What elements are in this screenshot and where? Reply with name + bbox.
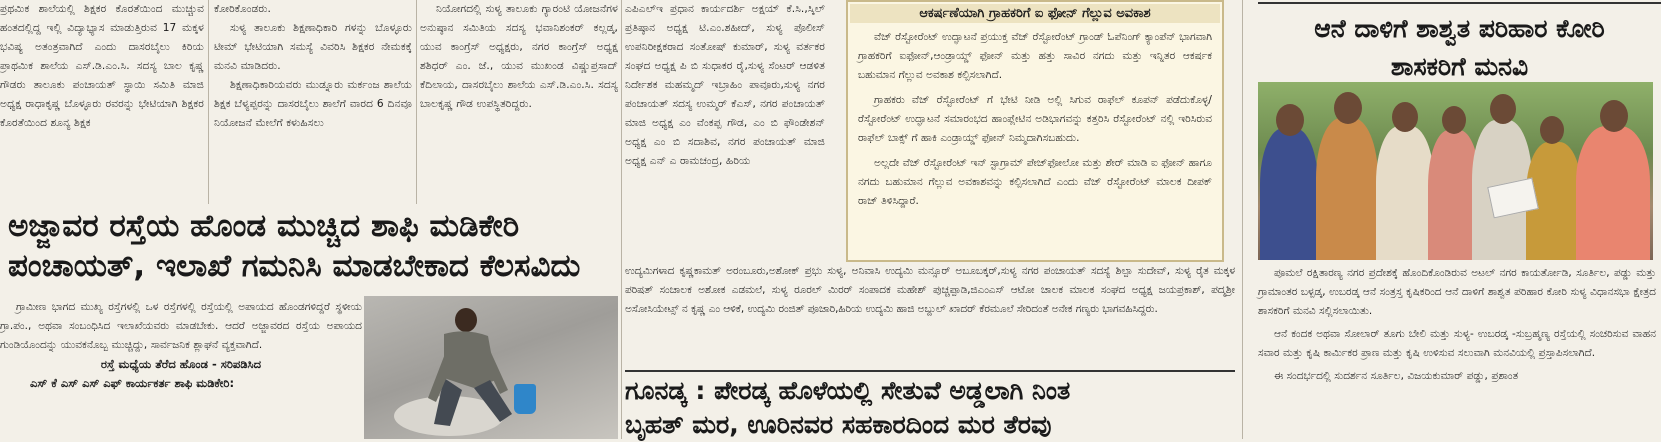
story-subheading: ಎಸ್ ಕೆ ಎಸ್ ಎಸ್ ಎಫ್ ಕಾರ್ಯಕರ್ತ ಶಾಫಿ ಮಡಿಕೇರಿ: bbox=[30, 376, 235, 390]
crouching-man-figure bbox=[404, 306, 524, 436]
memorandum-photo bbox=[1258, 82, 1653, 260]
pothole-story bbox=[0, 298, 362, 393]
restaurant-ad-box bbox=[846, 0, 1224, 262]
water-bucket bbox=[514, 384, 536, 414]
story-paragraph: ಪ್ರಥಮಿಕ ಶಾಲೆಯಲ್ಲಿ ಶಿಕ್ಷಕರ ಕೊರತೆಯಿಂದ ಮುಚ್ಚುವ ಹಂತದಲ್ಲಿದ್ದ ಇಲ್ಲಿ ವಿದ್ಯಾಭ್ಯಾಸ ಮಾಡುತ್ತಿರುವ 17 ಮಕ್ಕಳ ಭವಿಷ್ಯ ಅತಂತ್ರವಾಗಿದೆ ಎಂದು ದಾಸರಬೈಲು ಕಿರಿಯ ಪ್ರಾಥಮಿಕ ಶಾಲೆಯ ಎಸ್.ಡಿ.ಎಂ.ಸಿ. ಸದಸ್ಯ ಬಾಲ ಕೃಷ್ಣ ಗೌಡರು ತಾಲೂಕು ಪಂಚಾಯತ್ ಸ್ಥಾಯಿ ಸಮಿತಿ ಮಾಜಿ ಅಧ್ಯಕ್ಷ ರಾಧಾಕೃಷ್ಣ ಬೊಳ್ಳೂರು ರವರನ್ನು ಭೇಟಿಯಾಗಿ ಶಿಕ್ಷಕರ ಕೊರತೆಯಿಂದ ಶೂನ್ಯ ಶಿಕ್ಷಕ bbox=[0, 3, 204, 129]
person-figure bbox=[1260, 128, 1318, 260]
story-paragraph: ಎಪಿಎಲ್‌ಇ ಪ್ರಧಾನ ಕಾರ್ಯದರ್ಶಿ ಅಕ್ಷಯ್ ಕೆ.ಸಿ.,ಸ್ಕಿಲ್ ಪ್ರತಿಷ್ಠಾನ ಅಧ್ಯಕ್ಷ ಟಿ.ಎಂ.ಶಹೀದ್, ಸುಳ್ಯ ಪೊಲೀಸ್ ಉಪನಿರೀಕ್ಷಕರಾದ ಸಂತೋಷ್ ಕುಮಾರ್, ಸುಳ್ಯ ವರ್ತಕರ ಸಂಘದ ಅಧ್ಯಕ್ಷ ಪಿ ಬಿ ಸುಧಾಕರ ರೈ,ಸುಳ್ಯ ಸೆಂಟರ್ ಆಡಳಿತ ನಿರ್ದೇಶಕ ಮಹಮ್ಮದ್ ಇಬ್ರಾಹಿಂ ಪಾವೂರು,ಸುಳ್ಯ ನಗರ ಪಂಚಾಯತ್ ಸದಸ್ಯ ಉಮ್ಮರ್ ಕೆಎಸ್, ನಗರ ಪಂಚಾಯತ್ ಮಾಜಿ ಅಧ್ಯಕ್ಷ ಎಂ ವೆಂಕಪ್ಪ ಗೌಡ, ಎಂ ಬಿ ಫೌಂಡೇಶನ್ ಅಧ್ಯಕ್ಷ ಎಂ ಬಿ ಸದಾಶಿವ, ನಗರ ಪಂಚಾಯತ್ ಮಾಜಿ ಅಧ್ಯಕ್ಷ ಎನ್ ಎ ರಾಮಚಂದ್ರ, ಹಿರಿಯ bbox=[625, 3, 825, 167]
story-paragraph: ಸುಳ್ಯ ತಾಲೂಕು ಶಿಕ್ಷಣಾಧಿಕಾರಿ ಗಳನ್ನು ಬೊಳ್ಳೂರು ಟೀಮ್ ಭೇಟಿಯಾಗಿ ಸಮಸ್ಯೆ ವಿವರಿಸಿ ಶಿಕ್ಷಕರ ನೇಮಕಕ್ಕೆ ಮನವಿ ಮಾಡಿದರು. bbox=[214, 22, 412, 72]
story-subheading: ರಸ್ತೆ ಮಧ್ಯೆಯ ತೆರೆದ ಹೊಂಡ - ಸರಿಪಡಿಸಿದ bbox=[100, 357, 262, 371]
person-figure bbox=[1576, 126, 1650, 260]
elephant-headline-line1: ಆನೆ ದಾಳಿಗೆ ಶಾಶ್ವತ ಪರಿಹಾರ ಕೋರಿ bbox=[1314, 14, 1605, 43]
bridge-tree-headline bbox=[625, 370, 1235, 442]
headline-rule bbox=[1258, 2, 1661, 4]
main-headline bbox=[8, 206, 618, 286]
ad-title: ಆಕರ್ಷಣೆಯಾಗಿ ಗ್ರಾಹಕರಿಗೆ ಐ ಫೋನ್ ಗೆಲ್ಲುವ ಅವಕಾಶ bbox=[850, 4, 1220, 23]
story-column-4 bbox=[625, 0, 825, 262]
column-rule bbox=[208, 0, 209, 204]
ad-paragraph: ವೆಜ್ ರೆಸ್ಟೋರೆಂಟ್ ಉದ್ಘಾಟನೆ ಪ್ರಯುಕ್ತ ವೆಜ್ ರೆಸ್ಟೋರೆಂಟ್ ಗ್ರಾಂಡ್ ಓಪೆನಿಂಗ್ ಕ್ಯಾಂಪೆನ್ ಭಾಗವಾಗಿ ಗ್ರಾಹಕರಿಗೆ ಐಫೋನ್,ಆಂಡ್ರಾಯ್ಡ್ ಫೋನ್ ಮತ್ತು ಹತ್ತು ಸಾವಿರ ನಗದು ಮತ್ತು ಇನ್ನಿತರ ಆಕರ್ಷಕ ಬಹುಮಾನ ಗೆಲ್ಲುವ ಅವಕಾಶ ಕಲ್ಪಿಸಲಾಗಿದೆ. bbox=[858, 31, 1212, 81]
story-paragraph: ನಿಯೋಗದಲ್ಲಿ ಸುಳ್ಯ ತಾಲೂಕು ಗ್ಯಾರಂಟಿ ಯೋಜನೆಗಳ ಅನುಷ್ಠಾನ ಸಮಿತಿಯ ಸದಸ್ಯ ಭವಾನಿಶಂಕರ್ ಕಲ್ಲಡ್ಕ, ಯುವ ಕಾಂಗ್ರೆಸ್ ಅಧ್ಯಕ್ಷರು, ನಗರ ಕಾಂಗ್ರೆಸ್ ಅಧ್ಯಕ್ಷ ಶಶಿಧರ್ ಎಂ. ಜೆ., ಯುವ ಮುಖಂಡ ವಿಷ್ಣುಪ್ರಸಾದ್ ಕೆದಿಲಾಯ, ದಾಸರಬೈಲು ಶಾಲೆಯ ಎಸ್.ಡಿ.ಎಂ.ಸಿ. ಸದಸ್ಯ ಬಾಲಕೃಷ್ಣ ಗೌಡ ಉಪಸ್ಥಿತರಿದ್ದರು. bbox=[420, 3, 618, 110]
story-column-3 bbox=[420, 0, 618, 204]
story-paragraph: ಪೂಮಲೆ ರಕ್ಷಿತಾರಣ್ಯ ನಗರ ಪ್ರದೇಶಕ್ಕೆ ಹೊಂದಿಕೊಂಡಿರುವ ಅಟಲ್ ನಗರ ಕಾಯರ್ತೋಡಿ, ಸೂರ್ತಿಲ, ಪಡ್ಡು ಮತ್ತು ಗ್ರಾಮಾಂತರ ಬಳ್ಪಡ್ಕ, ಉಬರಡ್ಕ ಆನೆ ಸಂತ್ರಸ್ತ ಕೃಷಿಕರಿಂದ ಆನೆ ದಾಳಿಗೆ ಶಾಶ್ವತ ಪರಿಹಾರ ಕೋರಿ ಸುಳ್ಯ ವಿಧಾನಸಭಾ ಕ್ಷೇತ್ರದ ಶಾಸಕರಿಗೆ ಮನವಿ ಸಲ್ಲಿಸಲಾಯಿತು. bbox=[1258, 267, 1656, 317]
story-paragraph: ಶಿಕ್ಷಣಾಧಿಕಾರಿಯವರು ಮುಡ್ನೂರು ಮರ್ಕಂಜ ಶಾಲೆಯ ಶಿಕ್ಷಕ ಬೆಳ್ಯಪ್ಪರನ್ನು ದಾಸರಬೈಲು ಶಾಲೆಗೆ ವಾರದ 6 ದಿನವೂ ನಿಯೋಜನೆ ಮೇಲೆಗೆ ಕಳುಹಿಸಲು bbox=[214, 79, 412, 129]
bridge-headline-line2: ಬೃಹತ್ ಮರ, ಊರಿನವರ ಸಹಕಾರದಿಂದ ಮರ ತೆರವು bbox=[625, 410, 1052, 439]
person-head bbox=[1490, 94, 1516, 124]
elephant-story-body bbox=[1258, 264, 1656, 386]
story-paragraph: ಕೋರಿಕೊಂಡರು. bbox=[214, 3, 271, 15]
column-rule bbox=[1242, 0, 1243, 439]
person-head bbox=[1540, 116, 1564, 144]
person-head bbox=[1442, 106, 1466, 134]
story-paragraph: ಗ್ರಾಮೀಣ ಭಾಗದ ಮುಖ್ಯ ರಸ್ತೆಗಳಲ್ಲಿ ಒಳ ರಸ್ತೆಗಳಲ್ಲಿ ರಸ್ತೆಯಲ್ಲಿ ಅಪಾಯದ ಹೊಂಡಗಳಿದ್ದರೆ ಸ್ಥಳೀಯ ಗ್ರಾ.ಪಂ., ಅಥವಾ ಸಂಬಂಧಿಸಿದ ಇಲಾಖೆಯವರು ಮಾಡಬೇಕು. ಆದರೆ ಅಜ್ಜಾವರದ ರಸ್ತೆಯ ಅಪಾಯದ ಗುಂಡಿಯೊಂದನ್ನು ಯುವಕನೊಬ್ಬ ಮುಚ್ಚಿದ್ದು, ಸಾರ್ವಜನಿಕ ಶ್ಲಾಘನೆ ವ್ಯಕ್ತವಾಗಿದೆ. bbox=[0, 301, 362, 351]
column-rule bbox=[621, 0, 622, 439]
person-head bbox=[1392, 102, 1418, 132]
column-rule bbox=[416, 0, 417, 204]
elephant-headline bbox=[1258, 10, 1661, 86]
ad-paragraph: ಅಲ್ಲದೇ ವೆಜ್ ರೆಸ್ಟೋರೆಂಟ್ ಇನ್ ಸ್ಟಾಗ್ರಾಮ್ ಪೇಜ್‌ಫೋಲೋ ಮತ್ತು ಶೇರ್ ಮಾಡಿ ಐ ಫೋನ್ ಹಾಗೂ ನಗದು ಬಹುಮಾನ ಗೆಲ್ಲುವ ಅವಕಾಶವನ್ನು ಕಲ್ಪಿಸಲಾಗಿದೆ ಎಂದು ವೆಜ್ ರೆಸ್ಟೋರೆಂಟ್ ಮಾಲಕ ದೀಪಕ್ ರಾಜ್ ತಿಳಿಸಿದ್ದಾರೆ. bbox=[858, 157, 1212, 207]
attendees-text: ಉದ್ಯಮಿಗಳಾದ ಕೃಷ್ಣಕಾಮತ್ ಅರಂಬೂರು,ಅಶೋಕ್ ಪ್ರಭು ಸುಳ್ಯ, ಅನಿವಾಸಿ ಉದ್ಯಮಿ ಮನ್ಸೂರ್ ಅಬೂಬಕ್ಕರ್,ಸುಳ್ಯ ನಗರ ಪಂಚಾಯತ್ ಸದಸ್ಯೆ ಶಿಲ್ಪಾ ಸುದೇವ್, ಸುಳ್ಯ ರೈತ ಮಕ್ಕಳ ಪರಿಷತ್ ಸಂಚಾಲಕ ಅಶೋಕ ಎಡಮಲೆ, ಸುಳ್ಯ ರೂರಲ್ ಮಿರರ್ ಸಂಪಾದಕ ಮಹೇಶ್ ಪುಚ್ಚಪ್ಪಾಡಿ,ಜಿಎಂಎಸ್ ಆಟೋ ಚಾಲಕ ಮಾಲಕ ಸಂಘದ ಅಧ್ಯಕ್ಷ ಜಯಪ್ರಕಾಶ್, ಪದ್ಮಶ್ರೀ ಅಸೋಸಿಯೇಟ್ಸ್ ನ ಕೃಷ್ಣ ಎಂ ಆಳಿಕೆ, ಉದ್ಯಮಿ ರಂಜಿತ್ ಪೂಜಾರಿ,ಹಿರಿಯ ಉದ್ಯಮಿ ಹಾಜಿ ಅಬ್ದುಲ್ ಖಾದರ್ ಕೆರಮೂಲೆ ಸೇರಿದಂತೆ ಅನೇಕ ಗಣ್ಯರು ಭಾಗವಹಿಸಿದ್ದರು. bbox=[625, 265, 1235, 315]
ad-paragraph: ಗ್ರಾಹಕರು ವೆಜ್ ರೆಸ್ಟೋರೆಂಟ್ ಗೆ ಭೇಟಿ ನೀಡಿ ಅಲ್ಲಿ ಸಿಗುವ ರಾಫೆಲ್ ಕೂಪನ್ ಪಡೆದುಕೊಳ್ಳ/ರೆಸ್ಟೋರೆಂಟ್ ಉದ್ಘಾಟನೆ ಸಮಾರಂಭದ ಹಾಂಪ್ಲೇಟಿನ ಅಡಿಭಾಗವನ್ನು ಕತ್ತರಿಸಿ ರೆಸ್ಟೋರೆಂಟ್ ನಲ್ಲಿ ಇರಿಸಿರುವ ರಾಫೆಲ್ ಬಾಕ್ಸ್ ಗೆ ಹಾಕಿ ಎಂಡ್ರಾಯ್ಡ್ ಫೋನ್ ನಿಮ್ಮದಾಗಿಸಬಹುದು. bbox=[858, 94, 1212, 144]
story-column-1 bbox=[0, 0, 204, 204]
bridge-headline-line1: ಗೂನಡ್ಕ : ಪೇರಡ್ಕ ಹೊಳೆಯಲ್ಲಿ ಸೇತುವೆ ಅಡ್ಡಲಾಗಿ ನಿಂತ bbox=[625, 376, 1071, 405]
elephant-headline-line2: ಶಾಸಕರಿಗೆ ಮನವಿ bbox=[1390, 52, 1529, 81]
person-figure bbox=[1316, 118, 1378, 260]
attendees-paragraph bbox=[625, 262, 1235, 319]
main-headline-line2: ಪಂಚಾಯತ್, ಇಲಾಖೆ ಗಮನಿಸಿ ಮಾಡಬೇಕಾದ ಕೆಲಸವಿದು bbox=[8, 248, 581, 284]
main-headline-line1: ಅಜ್ಜಾವರ ರಸ್ತೆಯ ಹೊಂಡ ಮುಚ್ಚಿದ ಶಾಫಿ ಮಡಿಕೇರಿ bbox=[8, 208, 520, 244]
story-paragraph: ಈ ಸಂದರ್ಭದಲ್ಲಿ ಸುದರ್ಶನ ಸೂರ್ತಿಲ, ವಿಜಯಕುಮಾರ್ ಪಡ್ಡು, ಪ್ರಶಾಂತ bbox=[1274, 370, 1519, 382]
person-head bbox=[1600, 100, 1628, 132]
person-head bbox=[1334, 92, 1362, 124]
story-column-2 bbox=[214, 0, 412, 204]
person-figure bbox=[1376, 126, 1434, 260]
person-head bbox=[1276, 104, 1304, 136]
story-paragraph: ಆನೆ ಕಂದಕ ಅಥವಾ ಸೋಲಾರ್ ತೂಗು ಬೇಲಿ ಮತ್ತು ಸುಳ್ಯ- ಉಬರಡ್ಕ -ಸುಬ್ರಹ್ಮಣ್ಯ ರಸ್ತೆಯಲ್ಲಿ ಸಂಚರಿಸುವ ವಾಹನ ಸವಾರ ಮತ್ತು ಕೃಷಿ ಕಾರ್ಮಿಕರ ಪ್ರಾಣ ಮತ್ತು ಕೃಷಿ ಉಳಿಸುವ ಸಲುವಾಗಿ ಮನವಿಯಲ್ಲಿ ಪ್ರಸ್ತಾಪಿಸಲಾಗಿದೆ. bbox=[1258, 328, 1656, 359]
pothole-photo bbox=[364, 296, 618, 439]
